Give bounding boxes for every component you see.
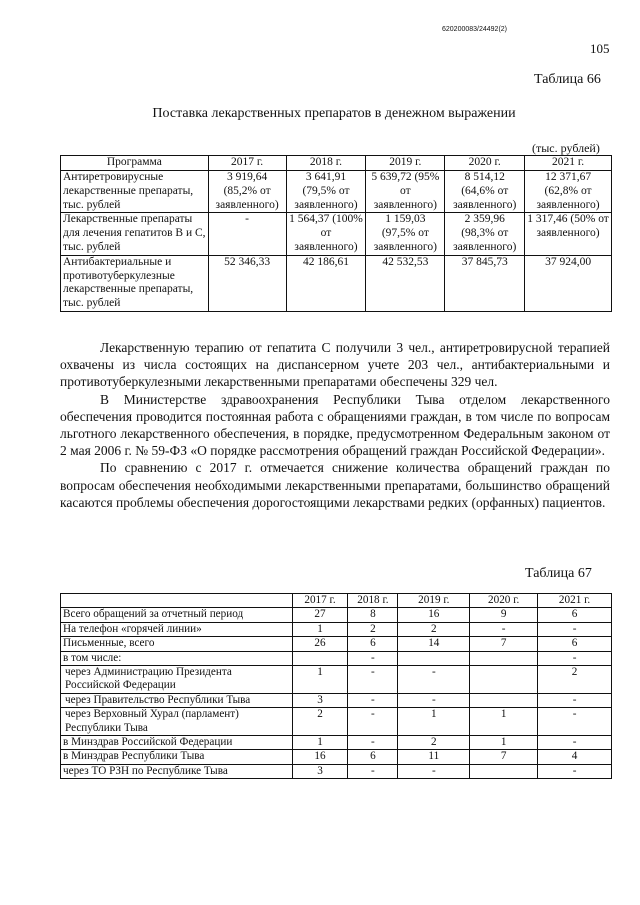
table-row <box>61 693 612 707</box>
table-cell: 8 <box>348 608 398 622</box>
table-67-label: Таблица 67 <box>525 566 592 581</box>
table-cell: 1 317,46 (50% от заявленного) <box>525 213 612 255</box>
table-header-row <box>61 156 612 171</box>
table-cell: 12 371,67 (62,8% от заявленного) <box>525 171 612 213</box>
table-cell: - <box>538 708 612 736</box>
table-cell: 6 <box>538 637 612 651</box>
table-cell: 7 <box>470 750 538 764</box>
table-cell: 3 <box>292 764 348 778</box>
table-cell: 37 845,73 <box>445 255 525 311</box>
table-cell: 2 <box>398 736 470 750</box>
table-cell: - <box>538 651 612 665</box>
table-cell: 8 514,12 (64,6% от заявленного) <box>445 171 525 213</box>
table-cell: 1 <box>292 736 348 750</box>
table-cell: 11 <box>398 750 470 764</box>
row-label: в Минздрав Республики Тыва <box>61 750 293 764</box>
appeals-table <box>60 593 612 779</box>
table-cell: - <box>398 764 470 778</box>
unit-note: (тыс. рублей) <box>532 141 600 155</box>
row-label: через ТО РЗН по Республике Тыва <box>61 764 293 778</box>
table-cell: 7 <box>470 637 538 651</box>
table-cell: 1 159,03 (97,5% от заявленного) <box>366 213 445 255</box>
table-cell: - <box>398 666 470 694</box>
table-cell: 1 <box>292 666 348 694</box>
table-cell: 42 186,61 <box>286 255 366 311</box>
row-label: в том числе: <box>61 651 293 665</box>
column-header: 2021 г. <box>525 156 612 171</box>
table-cell: 1 <box>398 708 470 736</box>
table-cell: 4 <box>538 750 612 764</box>
table-cell: - <box>538 693 612 707</box>
table-cell: 1 564,37 (100% от заявленного) <box>286 213 366 255</box>
table-cell: - <box>348 764 398 778</box>
table-row <box>61 764 612 778</box>
table-cell: - <box>398 693 470 707</box>
row-label: через Правительство Республики Тыва <box>61 693 293 707</box>
table-cell: - <box>538 622 612 636</box>
table-cell: - <box>208 213 286 255</box>
table-cell: 6 <box>538 608 612 622</box>
table-66-title: Поставка лекарственных препаратов в денежном выражении <box>152 106 516 121</box>
table-cell: 3 <box>292 693 348 707</box>
table-row <box>61 255 612 311</box>
table-cell: 16 <box>292 750 348 764</box>
table-cell: 3 919,64 (85,2% от заявленного) <box>208 171 286 213</box>
document-id: 620200083/24492(2) <box>442 26 508 33</box>
table-cell: 16 <box>398 608 470 622</box>
paragraph: По сравнению с 2017 г. отмечается снижение количества обращений граждан по вопросам обеспечения необходимыми лекарственными препаратами, большинство обращений касаются проблемы обеспечения дорогостоящими лекарствами редких (орфанных) пациентов. <box>60 460 610 510</box>
column-header: 2018 г. <box>286 156 366 171</box>
row-label: через Администрацию Президента Российской Федерации <box>61 666 293 694</box>
table-cell: 1 <box>292 622 348 636</box>
table-header-row <box>61 594 612 608</box>
column-header: 2020 г. <box>470 594 538 608</box>
row-label: Лекарственные препараты для лечения гепатитов В и С, тыс. рублей <box>61 213 209 255</box>
table-cell: 2 <box>538 666 612 694</box>
table-cell: 9 <box>470 608 538 622</box>
table-cell: 2 <box>398 622 470 636</box>
table-cell: - <box>348 693 398 707</box>
table-row <box>61 736 612 750</box>
column-header: 2018 г. <box>348 594 398 608</box>
table-cell: - <box>348 708 398 736</box>
row-label: через Верховный Хурал (парламент) Республики Тыва <box>61 708 293 736</box>
table-cell: - <box>348 651 398 665</box>
column-header: 2020 г. <box>445 156 525 171</box>
paragraph: Лекарственную терапию от гепатита С получили 3 чел., антиретровирусной терапией охвачены из числа состоящих на диспансерном учете 203 чел., антибактериальными и противотуберкулезными лекарственными препаратами обеспечены 329 чел. <box>60 340 610 390</box>
column-header: 2019 г. <box>366 156 445 171</box>
row-label: Антибактериальные и противотуберкулезные лекарственные препараты, тыс. рублей <box>61 255 209 311</box>
table-66-label: Таблица 66 <box>534 72 601 87</box>
table-cell: 27 <box>292 608 348 622</box>
table-row <box>61 608 612 622</box>
table-cell <box>292 651 348 665</box>
table-cell: - <box>538 736 612 750</box>
table-row <box>61 651 612 665</box>
table-cell: - <box>348 736 398 750</box>
table-row <box>61 213 612 255</box>
column-header: 2017 г. <box>292 594 348 608</box>
table-cell: 1 <box>470 736 538 750</box>
table-cell <box>470 764 538 778</box>
table-cell: 3 641,91 (79,5% от заявленного) <box>286 171 366 213</box>
column-header: 2021 г. <box>538 594 612 608</box>
table-cell: 42 532,53 <box>366 255 445 311</box>
column-header: 2017 г. <box>208 156 286 171</box>
column-header: Программа <box>61 156 209 171</box>
table-cell: 52 346,33 <box>208 255 286 311</box>
table-cell: 2 <box>348 622 398 636</box>
table-row <box>61 637 612 651</box>
row-label: в Минздрав Российской Федерации <box>61 736 293 750</box>
table-row <box>61 622 612 636</box>
row-label: Письменные, всего <box>61 637 293 651</box>
column-header <box>61 594 293 608</box>
table-cell: 1 <box>470 708 538 736</box>
row-label: Антиретровирусные лекарственные препараты, тыс. рублей <box>61 171 209 213</box>
table-cell: 2 359,96 (98,3% от заявленного) <box>445 213 525 255</box>
table-cell <box>470 693 538 707</box>
table-cell <box>470 651 538 665</box>
table-cell: 5 639,72 (95% от заявленного) <box>366 171 445 213</box>
table-cell: 37 924,00 <box>525 255 612 311</box>
paragraph: В Министерстве здравоохранения Республики Тыва отделом лекарственного обеспечения проводится постоянная работа с обращениями граждан, в том числе по вопросам льготного лекарственного обеспечения, в порядке, предусмотренном Федеральным законом от 2 мая 2006 г. № 59-ФЗ «О порядке рассмотрения обращений граждан Российской Федерации». <box>60 391 610 459</box>
table-cell: 2 <box>292 708 348 736</box>
table-cell: - <box>538 764 612 778</box>
body-text <box>60 339 610 511</box>
table-cell: 6 <box>348 637 398 651</box>
table-row <box>61 708 612 736</box>
page-number: 105 <box>590 41 610 56</box>
table-cell: - <box>348 666 398 694</box>
drug-supply-table <box>60 155 612 312</box>
table-cell: 26 <box>292 637 348 651</box>
table-cell: 14 <box>398 637 470 651</box>
table-cell: 6 <box>348 750 398 764</box>
column-header: 2019 г. <box>398 594 470 608</box>
table-row <box>61 750 612 764</box>
table-row <box>61 171 612 213</box>
table-cell <box>470 666 538 694</box>
table-cell: - <box>470 622 538 636</box>
table-row <box>61 666 612 694</box>
row-label: На телефон «горячей линии» <box>61 622 293 636</box>
row-label: Всего обращений за отчетный период <box>61 608 293 622</box>
table-cell <box>398 651 470 665</box>
